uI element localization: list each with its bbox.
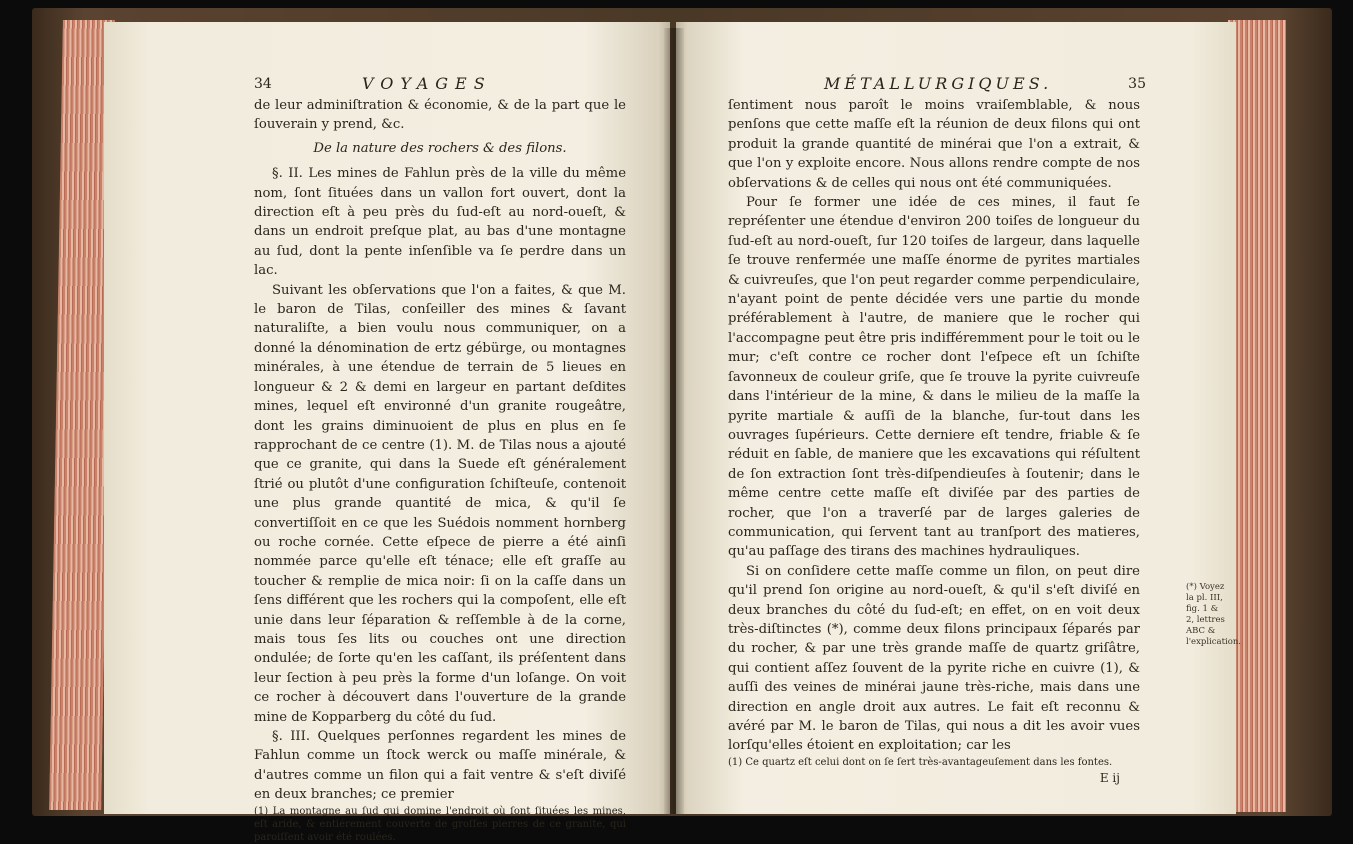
right-paragraph-continued: ſentiment nous paroît le moins vraiſemblable, & nous penſons que cette maſſe eſt la réunion de deux filons qui ont produit la grande quantité de minérai que l'on a extrait, & que l'on y exploite encore. Nous allons rendre compte de nos obſervations & de celles qui nous ont été communiquées.: [728, 98, 1140, 191]
right-running-head: [728, 72, 1146, 96]
right-body: [728, 96, 1140, 788]
margin-note: (*) Voyez la pl. III, fig. 1 & 2, lettres ABC & l'explication.: [1186, 582, 1242, 647]
signature-mark: E ij: [1099, 770, 1120, 785]
right-paragraph-1: Pour ſe former une idée de ces mines, il faut ſe repréſenter une étendue d'environ 200 toiſes de longueur du ſud-eſt au nord-oueſt, ſur 120 toiſes de largeur, dans laquelle ſe trouve renfermée une maſſe énorme de pyrites martiales & cuivreuſes, que l'on peut regarder comme perpendiculaire, n'ayant point de pente décidée vers une partie du monde préférablement à l'autre, de maniere que le rocher qui l'accompagne peut être pris indifféremment pour le toit ou le mur; c'eſt contre ce rocher dont l'eſpece eſt un ſchiſte ſavonneux de couleur griſe, que ſe trouve la pyrite cuivreuſe dans l'intérieur de la mine, & dans le milieu de la maſſe la pyrite martiale & auſſi de la blanche, ſur-tout dans les ouvrages ſupérieurs. Cette derniere eſt tendre, friable & ſe réduit en ſable, de maniere que les excavations qui réſultent de ſon extraction ſont très-diſpendieuſes à ſoutenir; dans le même centre cette maſſe eſt diviſée par des parties de rocher, que l'on a traverſé par de larges galeries de communication, qui ſervent tant au tranſport des matieres, qu'au paſſage des tirans des machines hydrauliques.: [728, 195, 1140, 560]
section-heading: De la nature des rochers & des filons.: [313, 140, 567, 156]
right-footnote: (1) Ce quartz eſt celui dont on ſe ſert très-avantageuſement dans les fontes.: [728, 756, 1113, 768]
right-page: [676, 22, 1242, 814]
right-paragraph-2: Si on conſidere cette maſſe comme un filon, on peut dire qu'il prend ſon origine au nord-oueſt, & qu'il s'eſt diviſé en deux branches du côté du ſud-eſt; en effet, on en voit deux très-diſtinctes (*), comme deux filons principaux ſéparés par du rocher, & par une très grande maſſe de quartz griſâtre, qui contient aſſez ſouvent de la pyrite riche en cuivre (1), & auſſi des veines de minérai jaune très-riche, mais dans une direction en angle droit aux autres. Le fait eſt reconnu & avéré par M. le baron de Tilas, qui nous a dit les avoir vues lorſqu'elles étoient en exploitation; car les: [728, 563, 1140, 754]
left-page: [104, 22, 670, 843]
book-gutter: [664, 28, 684, 814]
left-running-title: VOYAGES: [362, 74, 492, 93]
right-page-number: 35: [1128, 76, 1146, 92]
left-paragraph-3: §. III. Quelques perſonnes regardent les mines de Fahlun comme un ſtock werck ou maſſe minérale, & d'autres comme un filon qui a fait ventre & s'eſt diviſé en deux branches; ce premier: [254, 729, 626, 803]
page-edges-right: [1228, 20, 1286, 812]
left-paragraph-1: §. II. Les mines de Fahlun près de la ville du même nom, ſont ſituées dans un vallon fort ouvert, dont la direction eſt à peu près du ſud-eſt au nord-oueſt, & dans un endroit preſque plat, au bas d'une montagne au ſud, dont la pente inſenſible va ſe perdre dans un lac.: [254, 166, 626, 279]
left-body: [254, 96, 626, 844]
left-paragraph-2: Suivant les obſervations que l'on a faites, & que M. le baron de Tilas, conſeiller des mines & ſavant naturaliſte, a bien voulu nous communiquer, on a donné la dénomination de ertz gébürge, ou montagnes minérales, à une étendue de terrain de 5 lieues en longueur & 2 & demi en largeur en partant deſdites mines, lequel eſt environné d'un granite rougeâtre, dont les grains diminuoient de plus en plus en ſe rapprochant de ce centre (1). M. de Tilas nous a ajouté que ce granite, qui dans la Suede eſt généralement ſtrié ou plutôt d'une configuration ſchiſteuſe, contenoit une plus grande quantité de mica, & qu'il ſe convertiſſoit en ce que les Suédois nomment hornberg ou roche cornée. Cette eſpece de pierre a été ainſi nommée parce qu'elle eſt ténace; elle eſt graſſe au toucher & remplie de mica noir: ſi on la caſſe dans un ſens différent que les rochers qui la compoſent, elle eſt unie dans leur ſéparation & reſſemble à de la corne, mais tous ſes lits ou couches ont une direction ondulée; de ſorte qu'en les caſſant, ils préſentent dans leur ſection à peu près la forme d'un loſange. On voit ce rocher à découvert dans l'ouverture de la grande mine de Kopparberg du côté du ſud.: [254, 282, 626, 725]
right-running-title: MÉTALLURGIQUES.: [824, 74, 1053, 93]
left-footnote: (1) La montagne au ſud qui domine l'endroit où ſont ſituées les mines, eſt aride, & entiérement couverte de groſſes pierres de ce granite, qui paroiſſent avoir été roulées.: [254, 805, 626, 843]
left-page-number: 34: [254, 76, 272, 92]
left-running-head: [254, 72, 626, 96]
left-paragraph-continued: de leur adminiſtration & économie, & de la part que le ſouverain y prend, &c.: [254, 98, 626, 133]
